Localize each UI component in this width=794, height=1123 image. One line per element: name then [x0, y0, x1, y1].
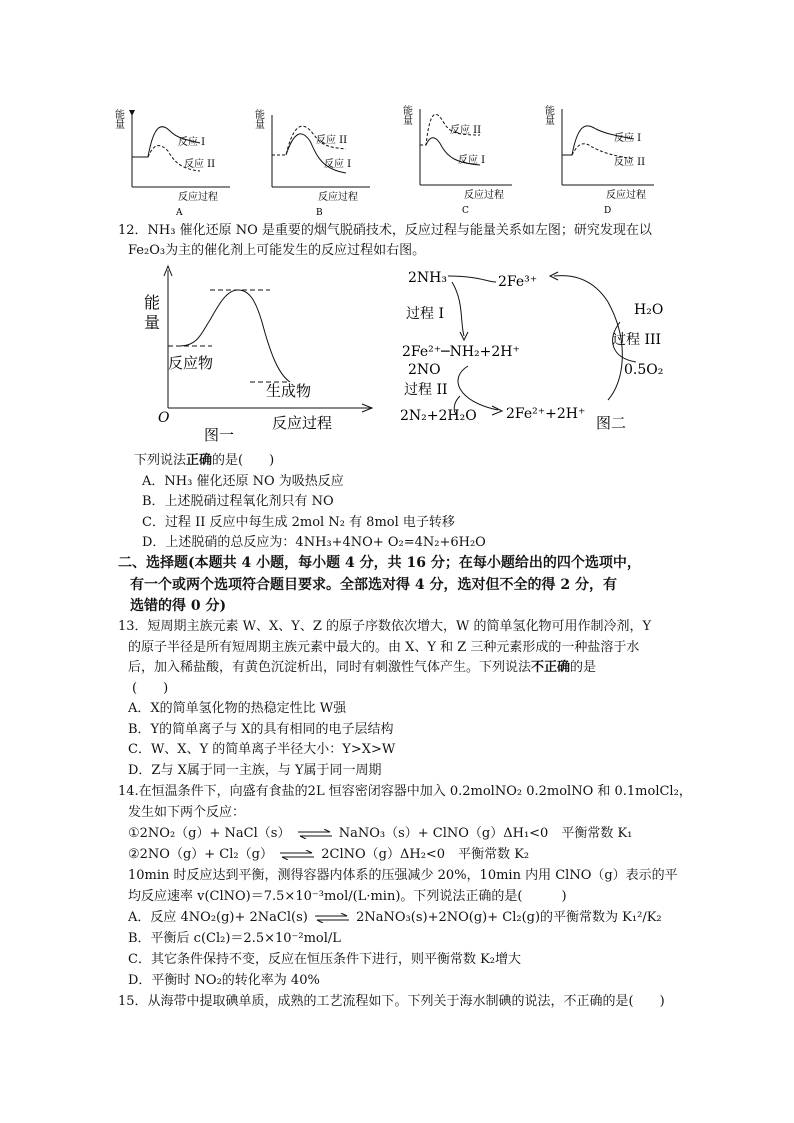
fig2-intermediate: 2Fe²⁺─NH₂+2H⁺ [402, 344, 520, 360]
fig1-x-label: 反应过程 [272, 414, 333, 432]
fig2-h2o: H₂O [634, 302, 664, 318]
q13-option-a: A．X的简单氢化物的热稳定性比 W强 [128, 701, 347, 716]
fig2-caption: 图二 [596, 414, 627, 432]
q12-line-2: Fe₂O₃为主的催化剂上可能发生的反应过程如右图。 [128, 243, 426, 258]
graph-b [253, 108, 371, 218]
fig2-fe3: 2Fe³⁺ [498, 274, 538, 290]
graph-a-label-1: 反应 I [178, 137, 206, 148]
equilibrium-arrow-icon [315, 913, 349, 923]
fig2-o2: 0.5O₂ [624, 362, 664, 378]
q14-line-1: 14.在恒温条件下，向盛有食盐的2L 恒容密闭容器中加入 0.2molNO₂ 0.2molNO 和 0.1molCl₂， [118, 784, 692, 799]
graph-c-letter: C [462, 206, 469, 216]
q13-option-d: D．Z与 X属于同一主族，与 Y属于同一周期 [128, 763, 382, 778]
graph-a [113, 108, 231, 218]
q14-line-5: 10min 时反应达到平衡，测得容器内体系的压强减少 20%，10min 内用 ClNO（g）表示的平 [128, 868, 678, 883]
section2-line-2: 有一个或两个选项符合题目要求。全部选对得 4 分，选对但不全的得 2 分，有 [130, 577, 617, 593]
graph-b-y-label: 能量 [252, 109, 264, 129]
fig1-product: 生成物 [266, 382, 312, 400]
fig2-nh3: 2NH₃ [408, 270, 447, 286]
section2-line-3: 选错的得 0 分) [130, 598, 227, 614]
graph-a-letter: A [176, 208, 183, 218]
graph-b-label-1: 反应 I [324, 159, 352, 170]
q14-line-2: 发生如下两个反应： [128, 805, 246, 820]
q14-reaction-2: ②2NO（g）+ Cl₂（g） 2ClNO（g）ΔH₂<0 平衡常数 K₂ [128, 847, 530, 862]
graph-d-x-label: 反应过程 [606, 190, 646, 201]
q14-option-b: B．平衡后 c(Cl₂)＝2.5×10⁻²mol/L [128, 931, 341, 946]
figure-1 [140, 262, 380, 447]
fig2-process1: 过程 I [406, 306, 444, 322]
figure-2 [398, 262, 688, 437]
q13-line-4: ( ) [132, 681, 169, 696]
graph-a-label-2: 反应 II [184, 159, 216, 170]
q13-option-b: B．Y的简单离子与 X的具有相同的电子层结构 [128, 722, 394, 737]
graph-d-label-2: 反应 II [614, 157, 646, 168]
fig1-caption: 图一 [204, 426, 235, 444]
q12-option-d: D．上述脱硝的总反应为：4NH₃+4NO+ O₂=4N₂+6H₂O [142, 535, 486, 550]
q15-line-1: 15．从海带中提取碘单质，成熟的工艺流程如下。下列关于海水制碘的说法，不正确的是( ) [118, 994, 665, 1009]
fig2-fe2: 2Fe²⁺+2H⁺ [506, 406, 586, 422]
equilibrium-arrow-icon [298, 829, 332, 839]
graph-d-y-label: 能量 [542, 105, 554, 125]
graph-c [401, 104, 513, 216]
q13-line-3: 后，加入稀盐酸，有黄色沉淀析出，同时有刺激性气体产生。下列说法不正确的是 [128, 660, 597, 675]
equilibrium-arrow-icon [280, 850, 314, 860]
q14-reaction-1: ①2NO₂（g）+ NaCl（s） NaNO₃（s）+ ClNO（g）ΔH₁<0 平衡常数 K₁ [128, 826, 633, 841]
graph-b-x-label: 反应过程 [318, 192, 358, 203]
q12-option-b: B．上述脱硝过程氧化剂只有 NO [142, 494, 334, 509]
small-graphs [110, 95, 690, 220]
graph-c-y-label: 能量 [400, 105, 412, 125]
q14-option-a: A．反应 4NO₂(g)+ 2NaCl(s) 2NaNO₃(s)+2NO(g)+ Cl₂(g)的平衡常数为 K₁²/K₂ [128, 910, 662, 925]
fig1-origin: O [158, 410, 170, 426]
fig1-y-label-1: 能 [144, 293, 161, 312]
fig1-reactant: 反应物 [168, 354, 214, 372]
q14-option-c: C．其它条件保持不变，反应在恒压条件下进行，则平衡常数 K₂增大 [128, 952, 522, 967]
fig2-process3: 过程 III [612, 332, 662, 348]
q12-prompt: 下列说法正确的是( ) [134, 453, 275, 468]
graph-d-label-1: 反应 I [614, 133, 642, 144]
fig2-no: 2NO [408, 362, 441, 378]
q12-option-c: C．过程 II 反应中每生成 2mol N₂ 有 8mol 电子转移 [142, 515, 455, 530]
graph-b-letter: B [316, 208, 323, 218]
q12-line-1: 12．NH₃ 催化还原 NO 是重要的烟气脱硝技术，反应过程与能量关系如左图；研究发现在以 [118, 223, 652, 238]
q14-line-6: 均反应速率 v(ClNO)＝7.5×10⁻³mol/(L·min)。下列说法正确的是( ) [128, 889, 567, 904]
graph-d-letter: D [604, 206, 612, 216]
graph-d [543, 104, 655, 216]
graph-a-x-label: 反应过程 [178, 192, 218, 203]
graph-c-x-label: 反应过程 [464, 190, 504, 201]
graph-a-y-label: 能量 [112, 109, 124, 129]
fig2-products: 2N₂+2H₂O [400, 408, 477, 424]
graph-c-label-2: 反应 II [450, 125, 482, 136]
fig1-y-label-2: 量 [144, 313, 161, 332]
q13-line-2: 的原子半径是所有短周期主族元素中最大的。由 X、Y 和 Z 三种元素形成的一种盐溶于水 [128, 640, 640, 655]
q13-option-c: C．W、X、Y 的简单离子半径大小：Y>X>W [128, 742, 396, 757]
graph-b-label-2: 反应 II [316, 135, 348, 146]
q14-option-d: D．平衡时 NO₂的转化率为 40% [128, 973, 320, 988]
section2-line-1: 二、选择题(本题共 4 小题，每小题 4 分，共 16 分；在每小题给出的四个选项中， [118, 555, 641, 571]
q13-line-1: 13．短周期主族元素 W、X、Y、Z 的原子序数依次增大，W 的简单氢化物可用作制冷剂，Y [118, 619, 652, 634]
q12-option-a: A．NH₃ 催化还原 NO 为吸热反应 [142, 474, 344, 489]
fig2-process2: 过程 II [404, 382, 448, 398]
graph-c-label-1: 反应 I [458, 155, 486, 166]
